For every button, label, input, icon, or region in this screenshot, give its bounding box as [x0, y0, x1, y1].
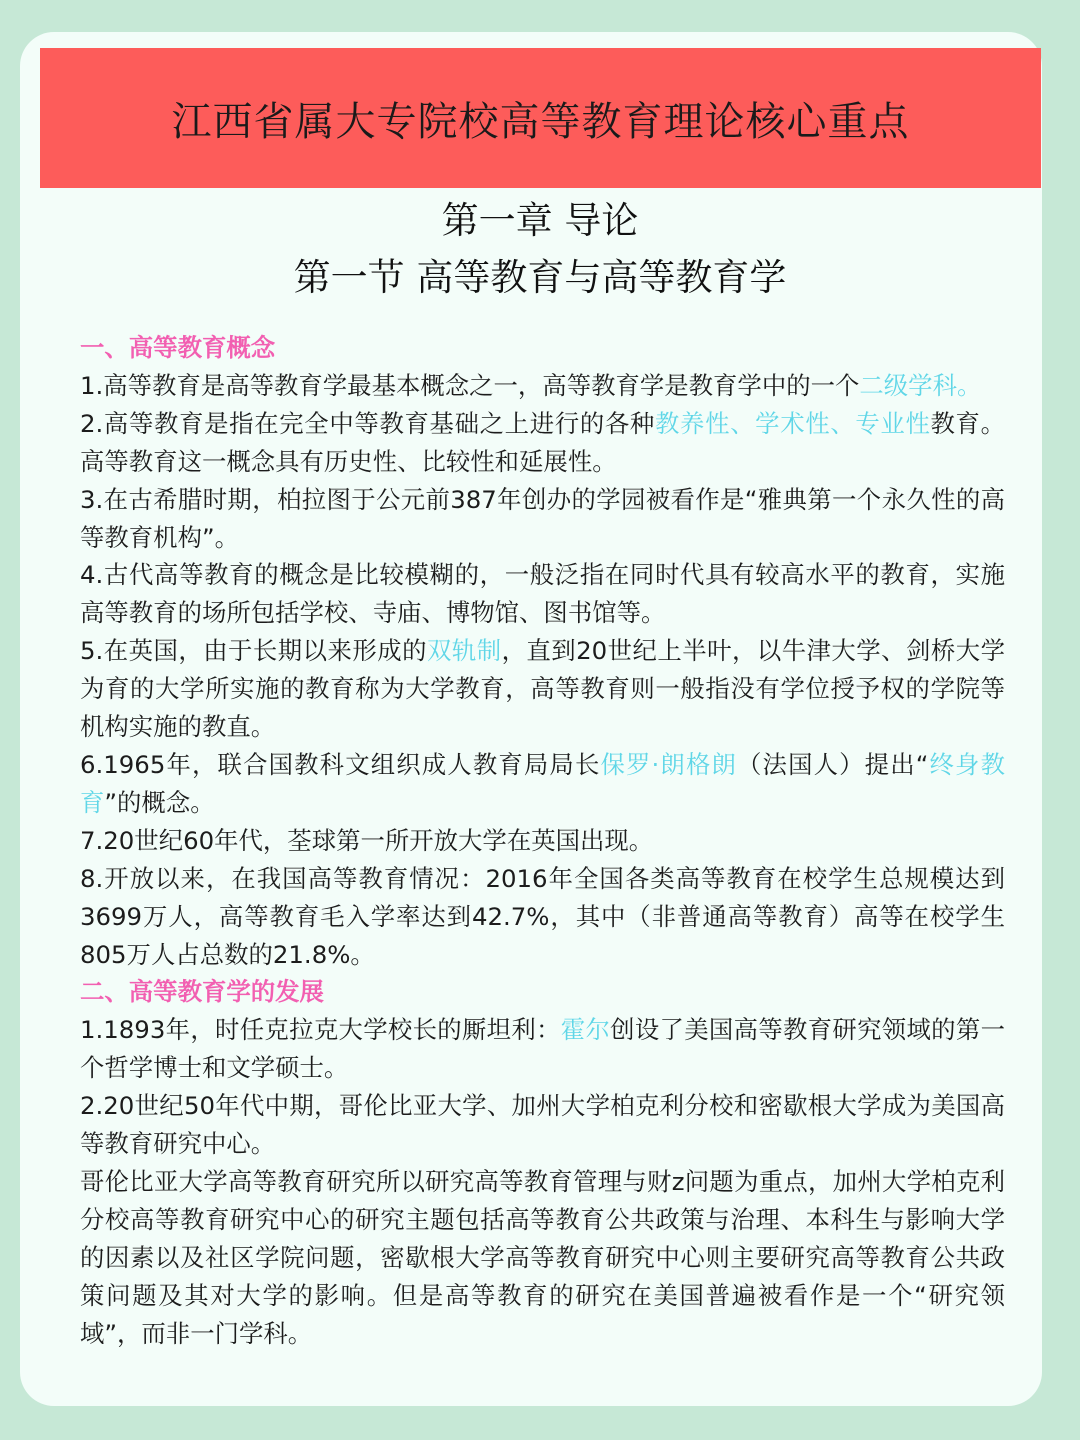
note-item-1-8: [80, 860, 1005, 974]
note-text: ，直到20世纪上半叶，以牛津大学、剑桥大学为育的大学所实施的教育称为大学教育，高等教育则一般指没有学位授予权的学院等机构实施的教直。: [80, 636, 1005, 742]
highlight-term: 双轨制: [426, 636, 502, 666]
notes-content: [80, 329, 1005, 1352]
note-item-1-1: [80, 367, 1005, 405]
page-title: 江西省属大专院校高等教育理论核心重点: [171, 98, 910, 145]
part-heading-1: 一、高等教育概念: [80, 333, 276, 362]
note-item-2-3: [80, 1163, 1005, 1353]
note-text: 1.高等教育是高等教育学最基本概念之一，高等教育学是教育学中的一个: [80, 370, 860, 400]
highlight-term: 终身教育: [80, 749, 1005, 817]
note-item-2-2: [80, 1087, 1005, 1163]
highlight-term: 保罗·朗格朗: [600, 749, 738, 779]
section-title: 第一节 高等教育与高等教育学: [293, 256, 787, 299]
note-text: 哥伦比亚大学高等教育研究所以研究高等教育管理与财z问题为重点，加州大学柏克利分校高等教育研究中心的研究主题包括高等教育公共政策与治理、本科生与影响大学的因素以及社区学院问题，密歇根大学高等教育研究中心则主要研究高等教育公共政策问题及其对大学的影响。但是高等教育的研究在美国普遍被看作是一个“研究领域”，而非一门学科。: [80, 1166, 1005, 1348]
note-text: 7.20世纪60年代，荃球第一所开放大学在英国出现。: [80, 825, 654, 855]
highlight-term: 教养性、学术性、专业性: [654, 408, 931, 438]
note-text: 8.开放以来，在我国高等教育情况：2016年全国各类高等教育在校学生总规模达到3699万人，高等教育毛入学率达到42.7%，其中（非普通高等教育）高等在校学生805万人占总数的21.8%。: [80, 863, 1005, 969]
note-text: 1.1893年，时任克拉克大学校长的厮坦利：: [80, 1015, 561, 1045]
note-text: 4.古代高等教育的概念是比较模糊的，一般泛指在同时代具有较高水平的教育，实施高等教育的场所包括学校、寺庙、博物馆、图书馆等。: [80, 560, 1005, 628]
note-text: ”的概念。: [104, 787, 215, 817]
highlight-term: 霍尔: [560, 1015, 611, 1045]
note-item-1-4: [80, 556, 1005, 632]
note-item-2-1: [80, 1011, 1005, 1087]
note-item-1-6: [80, 746, 1005, 822]
note-text: 2.20世纪50年代中期，哥伦比亚大学、加州大学柏克利分校和密歇根大学成为美国高等教育研究中心。: [80, 1091, 1005, 1159]
note-text: 创设了美国高等教育研究领域的第一个哲学博士和文学硕士。: [80, 1015, 1005, 1083]
note-text: （法国人）提出“: [737, 749, 929, 779]
note-item-1-2: [80, 405, 1005, 481]
note-item-1-3: [80, 481, 1005, 557]
note-item-1-5: [80, 632, 1005, 746]
note-item-1-7: [80, 822, 1005, 860]
chapter-title: 第一章 导论: [441, 199, 639, 242]
note-text: 6.1965年，联合国教科文组织成人教育局局长: [80, 749, 601, 779]
note-text: 教育。高等教育这一概念具有历史性、比较性和延展性。: [80, 408, 1005, 476]
note-text: 3.在古希腊时期，柏拉图于公元前387年创办的学园被看作是“雅典第一个永久性的高等教育机构”。: [80, 484, 1005, 552]
title-banner: [40, 48, 1041, 188]
note-text: 5.在英国，由于长期以来形成的: [80, 636, 427, 666]
highlight-term: 二级学科。: [859, 370, 982, 400]
note-text: 2.高等教育是指在完全中等教育基础之上进行的各种: [80, 408, 655, 438]
part-heading-2: 二、高等教育学的发展: [80, 977, 324, 1007]
